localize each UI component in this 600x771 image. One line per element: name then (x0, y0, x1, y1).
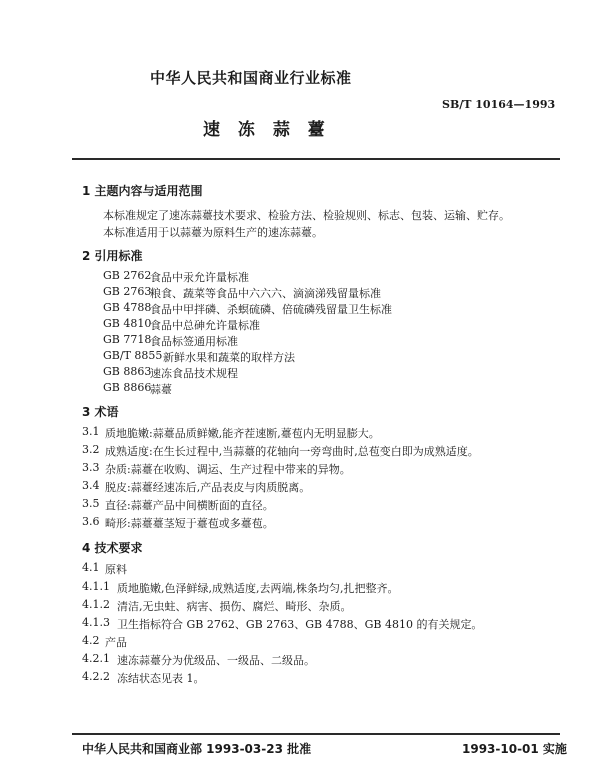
ref-title: 食品中汞允许量标准 (150, 271, 249, 284)
clause-text: 冻结状态见表 1。 (117, 672, 205, 685)
term-number: 3.5 (82, 497, 100, 510)
ref-title: 新鲜水果和蔬菜的取样方法 (163, 351, 295, 364)
term-number: 3.3 (82, 461, 100, 474)
clause-text: 清洁,无虫蛀、病害、损伤、腐烂、畸形、杂质。 (117, 600, 352, 613)
clause-text: 速冻蒜薹分为优级品、一级品、二级品。 (117, 654, 315, 667)
clause-number: 4.1 (82, 561, 100, 574)
standard-code: SB/T 10164—1993 (442, 98, 556, 111)
ref-code: GB 8863 (103, 365, 152, 378)
clause-number: 4.1.2 (82, 598, 110, 611)
standard-category: 中华人民共和国商业行业标准 (150, 69, 352, 87)
clause-number: 4.1.3 (82, 616, 110, 629)
ref-code: GB 2763 (103, 285, 152, 298)
ref-title: 速冻食品技术规程 (150, 367, 238, 380)
term-text: 成熟适度:在生长过程中,当蒜薹的花轴向一旁弯曲时,总苞变白即为成熟适度。 (105, 445, 479, 458)
section-1-paragraph-2: 本标准适用于以蒜薹为原料生产的速冻蒜薹。 (103, 226, 323, 239)
term-text: 杂质:蒜薹在收购、调运、生产过程中带来的异物。 (105, 463, 351, 476)
clause-number: 4.2.1 (82, 652, 110, 665)
ref-title: 粮食、蔬菜等食品中六六六、滴滴涕残留量标准 (150, 287, 381, 300)
section-3-heading: 3 术语 (82, 405, 119, 419)
clause-number: 4.2.2 (82, 670, 110, 683)
ref-code: GB 8866 (103, 381, 152, 394)
ref-code: GB 2762 (103, 269, 152, 282)
footer-rule (72, 733, 560, 735)
clause-text: 原料 (105, 563, 127, 576)
clause-text: 质地脆嫩,色泽鲜绿,成熟适度,去两端,株条均匀,扎把整齐。 (117, 582, 399, 595)
term-text: 畸形:蒜薹薹茎短于薹苞或多薹苞。 (105, 517, 274, 530)
ref-title: 食品标签通用标准 (150, 335, 238, 348)
clause-number: 4.1.1 (82, 580, 110, 593)
clause-text: 卫生指标符合 GB 2762、GB 2763、GB 4788、GB 4810 的有关规定。 (117, 618, 483, 631)
clause-number: 4.2 (82, 634, 100, 647)
term-number: 3.4 (82, 479, 100, 492)
document-title: 速 冻 蒜 薹 (203, 120, 331, 140)
ref-code: GB/T 8855 (103, 349, 163, 362)
ref-code: GB 4810 (103, 317, 152, 330)
ref-code: GB 4788 (103, 301, 152, 314)
section-4-heading: 4 技术要求 (82, 541, 143, 555)
ref-code: GB 7718 (103, 333, 152, 346)
ref-title: 食品中总砷允许量标准 (150, 319, 260, 332)
header-rule (72, 158, 560, 160)
section-1-paragraph-1: 本标准规定了速冻蒜薹技术要求、检验方法、检验规则、标志、包装、运输、贮存。 (103, 209, 510, 222)
term-number: 3.1 (82, 425, 100, 438)
term-number: 3.2 (82, 443, 100, 456)
term-number: 3.6 (82, 515, 100, 528)
term-text: 脱皮:蒜薹经速冻后,产品表皮与肉质脱离。 (105, 481, 311, 494)
ref-title: 食品中甲拌磷、杀螟硫磷、倍硫磷残留量卫生标准 (150, 303, 392, 316)
section-1-heading: 1 主题内容与适用范围 (82, 184, 203, 198)
approval-line: 中华人民共和国商业部 1993-03-23 批准 (82, 742, 312, 756)
implementation-date: 1993-10-01 实施 (462, 742, 567, 756)
term-text: 直径:蒜薹产品中间横断面的直径。 (105, 499, 274, 512)
term-text: 质地脆嫩:蒜薹品质鲜嫩,能齐茬速断,薹苞内无明显膨大。 (105, 427, 380, 440)
section-2-heading: 2 引用标准 (82, 249, 143, 263)
ref-title: 蒜薹 (150, 383, 172, 396)
clause-text: 产品 (105, 636, 127, 649)
